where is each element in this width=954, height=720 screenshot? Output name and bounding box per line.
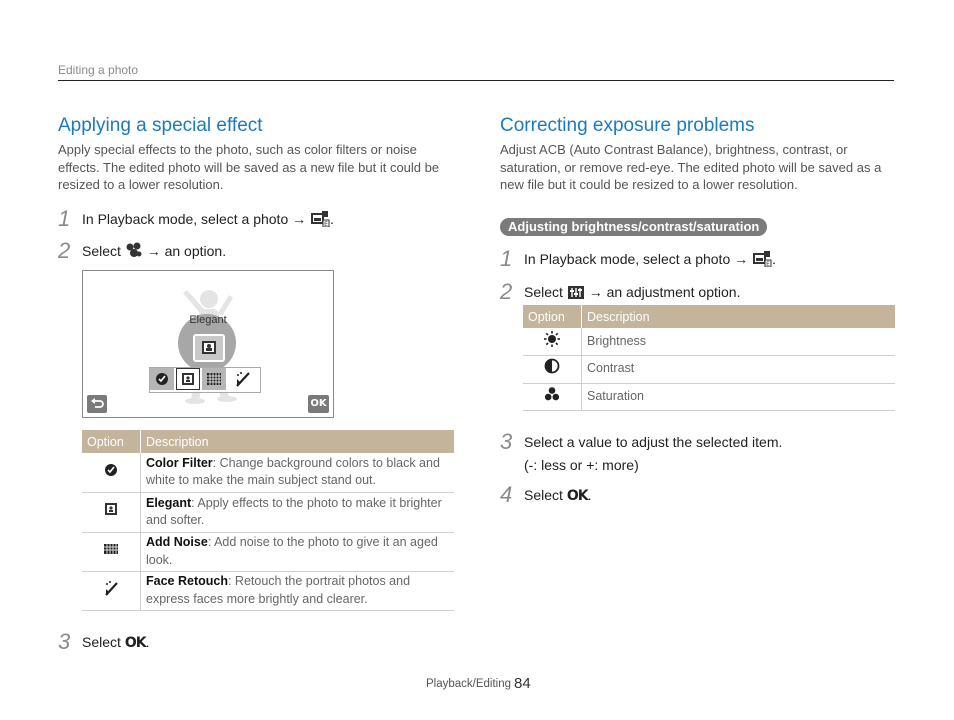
effect-label: Elegant [189,314,227,326]
left-step-3 [82,633,149,652]
left-step-3-number: 3 [58,629,71,654]
right-step-3-number: 3 [500,429,513,454]
page-number: 84 [514,675,531,692]
back-button[interactable] [87,395,107,413]
ok-key-label: OK [566,488,588,504]
table-row [82,453,454,492]
right-step-1-number: 1 [500,246,513,271]
right-step-2-post: → an adjustment option. [588,284,741,300]
left-step-3-pre: Select [82,634,121,650]
right-intro: Adjust ACB (Auto Contrast Balance), brightness, contrast, or saturation, or remove red-eye. The edited photo will be saved as a new file but it could be resized to a lower resolution. [500,142,882,192]
adjust-description: Brightness [582,328,896,355]
left-step-1-end: . [330,211,334,227]
adjust-description: Contrast [582,355,896,383]
right-step-4-end: . [587,487,592,503]
right-title: Correcting exposure problems [500,115,755,136]
effect-options-table [82,430,454,611]
left-step-1-number: 1 [58,206,71,231]
effect-desc-text: : Add noise to the photo to give it an aged look. [146,535,438,567]
effect-description [141,571,455,610]
face-retouch-icon [82,571,141,610]
table-row [82,532,454,571]
effect-name: Elegant [146,495,192,510]
elegant-icon [82,492,141,532]
screen-color-filter-option[interactable] [150,368,174,390]
effect-description [141,453,455,492]
right-step-2-pre: Select [524,284,563,300]
ok-key-label: OK [124,635,146,651]
effect-name: Add Noise [146,535,208,549]
right-step-4-pre: Select [524,487,563,503]
adjust-table-header-option: Option [523,305,582,328]
adjust-table-header-description: Description [582,305,896,328]
table-row [523,383,895,410]
color-filter-icon [82,453,141,492]
effect-table-header-option: Option [82,430,141,453]
screen-add-noise-option[interactable] [202,368,226,390]
left-step-2 [82,242,226,263]
right-step-4 [524,486,591,505]
left-step-2-number: 2 [58,238,71,263]
right-step-3-sub: (-: less or +: more) [524,457,639,473]
effect-table-header-description: Description [141,430,455,453]
left-step-1 [82,210,334,231]
edit-menu-icon [752,250,772,271]
right-step-1-text: In Playback mode, select a photo → [524,251,749,267]
elegant-preview-icon [193,334,225,362]
adjust-options-table [523,305,895,411]
table-row [82,492,454,532]
left-step-2-pre: Select [82,243,121,259]
right-step-2-number: 2 [500,279,513,304]
camera-screen [82,270,334,418]
subsection-heading: Adjusting brightness/contrast/saturation [500,218,767,236]
left-step-3-end: . [145,634,150,650]
footer-label: Playback/Editing [426,678,512,690]
screen-face-retouch-option[interactable] [228,368,258,390]
effect-desc-text: : Retouch the portrait photos and express faces more brightly and clearer. [146,574,411,606]
svg-text:E: E [766,261,770,267]
screen-elegant-option[interactable] [176,368,200,390]
effect-name: Face Retouch [146,574,228,588]
adjust-icon [567,285,585,304]
table-row [523,355,895,383]
effect-name: Color Filter [146,455,213,470]
right-step-3-text: Select a value to adjust the selected item. [524,434,783,450]
adjust-description: Saturation [582,383,896,410]
left-step-2-post: → an option. [146,243,227,259]
left-title: Applying a special effect [58,115,263,136]
right-step-1-end: . [772,251,776,267]
table-row [82,571,454,610]
effect-desc-text: : Apply effects to the photo to make it brighter and softer. [146,495,442,527]
effect-description [141,492,455,532]
header-rule [58,80,894,81]
svg-text:E: E [324,221,328,227]
special-effect-icon [125,242,143,263]
brightness-icon [523,328,582,355]
add-noise-icon [82,532,141,571]
section-label: Editing a photo [58,63,139,77]
saturation-icon [523,383,582,410]
table-row [523,328,895,355]
right-step-1 [524,250,776,271]
ok-button[interactable]: OK [308,395,329,413]
effect-desc-text: : Change background colors to black and white to make the main subject stand out. [146,455,440,488]
left-intro: Apply special effects to the photo, such as color filters or noise effects. The edited photo will be saved as a new file but it could be resized to a lower resolution. [58,142,440,192]
left-step-1-text: In Playback mode, select a photo → [82,211,307,227]
right-step-4-number: 4 [500,482,513,507]
effect-description [141,532,455,571]
right-step-2 [524,283,740,304]
edit-menu-icon [310,210,330,231]
contrast-icon [523,355,582,383]
